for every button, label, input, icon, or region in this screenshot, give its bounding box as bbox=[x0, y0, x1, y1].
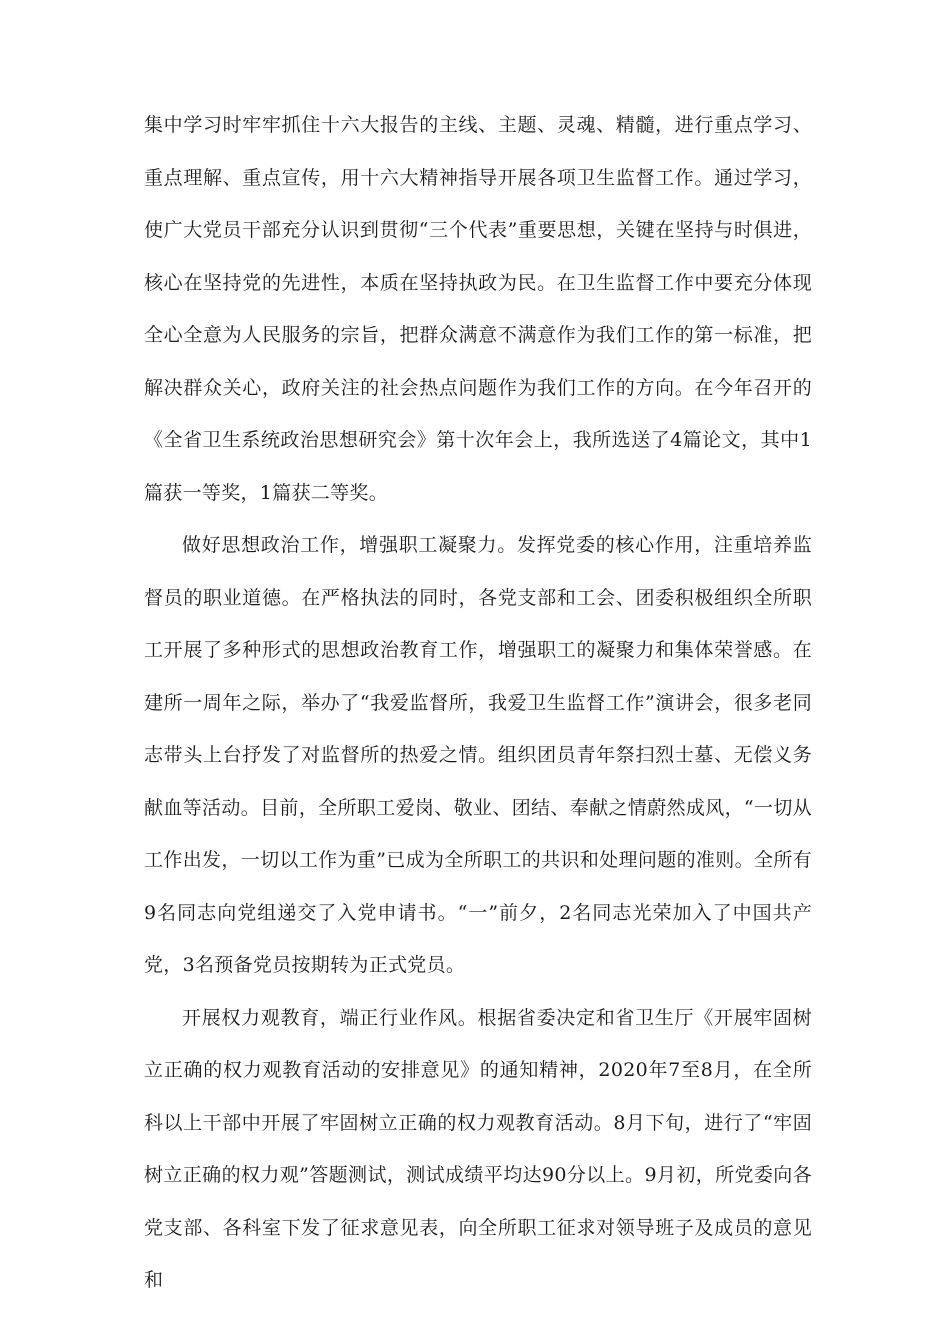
paragraph-3: 开展权力观教育，端正行业作风。根据省委决定和省卫生厅《开展牢固树立正确的权力观教育活动的安排意见》的通知精神，2020年7至8月，在全所科以上干部中开展了牢固树立正确的权力观教育活动。8月下旬，进行了“牢固树立正确的权力观”答题测试，测试成绩平均达90分以上。9月初，所党委向各党支部、各科室下发了征求意见表，向全所职工征求对领导班子及成员的意见和 bbox=[144, 1006, 812, 1291]
paragraph-1: 集中学习时牢牢抓住十六大报告的主线、主题、灵魂、精髓，进行重点学习、重点理解、重点宣传，用十六大精神指导开展各项卫生监督工作。通过学习，使广大党员干部充分认识到贯彻“三个代表”重要思想，关键在坚持与时俱进，核心在坚持党的先进性，本质在坚持执政为民。在卫生监督工作中要充分体现全心全意为人民服务的宗旨，把群众满意不满意作为我们工作的第一标准，把解决群众关心，政府关注的社会热点问题作为我们工作的方向。在今年召开的《全省卫生系统政治思想研究会》第十次年会上，我所选送了4篇论文，其中1篇获一等奖，1篇获二等奖。 bbox=[144, 114, 812, 504]
paragraph-2: 做好思想政治工作，增强职工凝聚力。发挥党委的核心作用，注重培养监督员的职业道德。在严格执法的同时，各党支部和工会、团委积极组织全所职工开展了多种形式的思想政治教育工作，增强职工的凝聚力和集体荣誉感。在建所一周年之际，举办了“我爱监督所，我爱卫生监督工作”演讲会，很多老同志带头上台抒发了对监督所的热爱之情。组织团员青年祭扫烈士墓、无偿义务献血等活动。目前，全所职工爱岗、敬业、团结、奉献之情蔚然成风，“一切从工作出发，一切以工作为重”已成为全所职工的共识和处理问题的准则。全所有9名同志向党组递交了入党申请书。“一”前夕，2名同志光荣加入了中国共产党，3名预备党员按期转为正式党员。 bbox=[144, 534, 812, 976]
document-body bbox=[144, 99, 812, 1307]
